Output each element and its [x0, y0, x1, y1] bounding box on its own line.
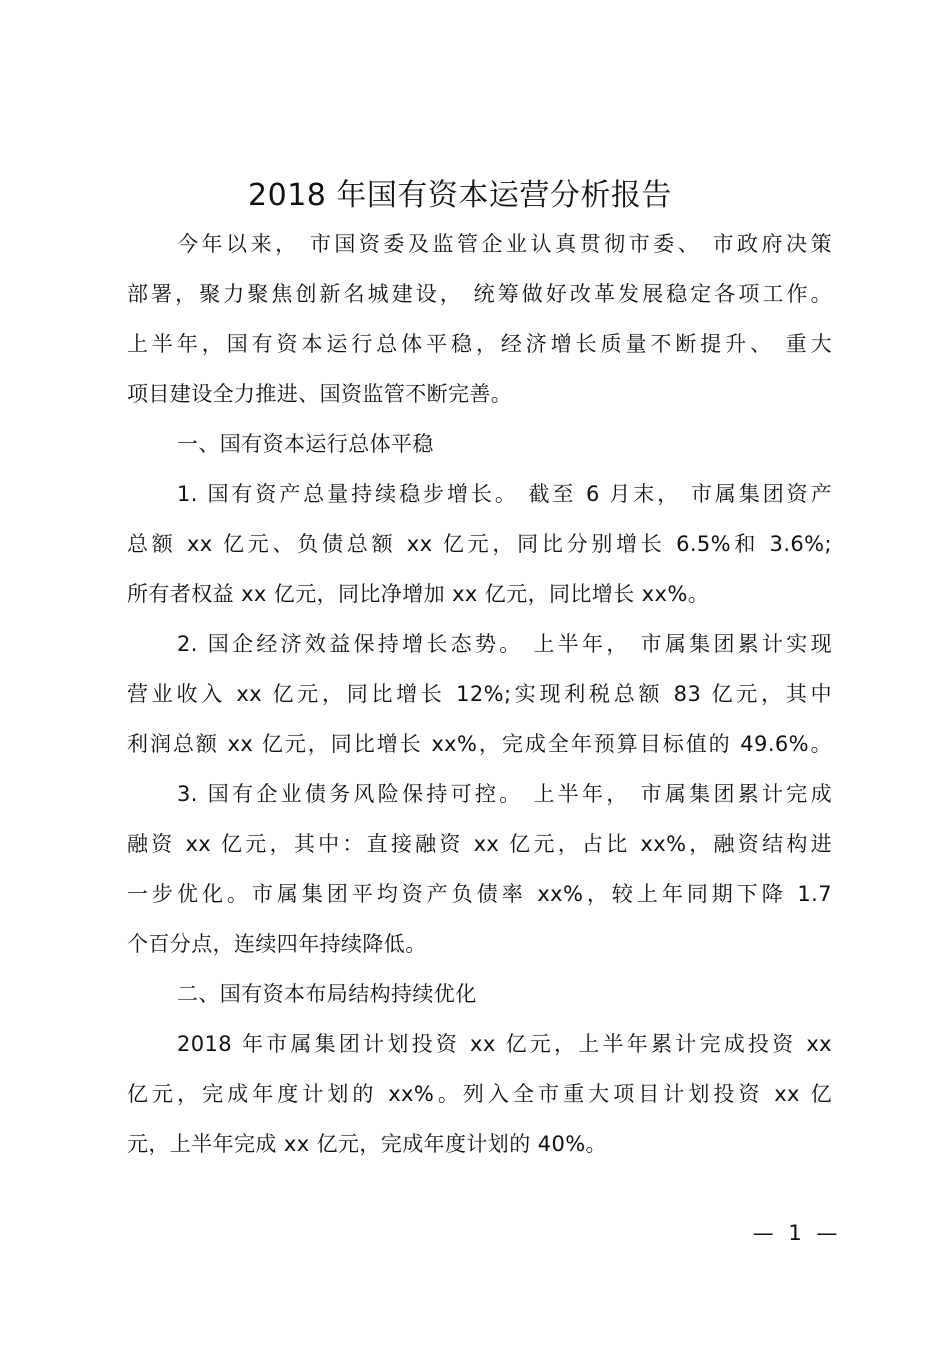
paragraph-line: 上半年，国有资本运行总体平稳，经济增长质量不断提升、 重大	[127, 332, 832, 356]
paragraph-line: 3. 国有企业债务风险保持可控。 上半年， 市属集团累计完成	[177, 782, 832, 806]
paragraph-line: 2. 国企经济效益保持增长态势。 上半年， 市属集团累计实现	[177, 632, 832, 656]
paragraph-line: 元，上半年完成 xx 亿元，完成年度计划的 40%。	[127, 1132, 607, 1156]
paragraph-line: 项目建设全力推进、国资监管不断完善。	[127, 382, 513, 406]
paragraph-line: 营业收入 xx 亿元，同比增长 12%;实现利税总额 83 亿元，其中	[127, 682, 832, 706]
document-title: 2018 年国有资本运营分析报告	[248, 178, 672, 213]
paragraph-line: 利润总额 xx 亿元，同比增长 xx%，完成全年预算目标值的 49.6%。	[127, 732, 832, 756]
section-heading: 二、国有资本布局结构持续优化	[177, 982, 477, 1006]
paragraph-line: 总额 xx 亿元、负债总额 xx 亿元，同比分别增长 6.5%和 3.6%;	[127, 532, 832, 556]
paragraph-line: 所有者权益 xx 亿元，同比净增加 xx 亿元，同比增长 xx%。	[127, 582, 710, 606]
paragraph-line: 2018 年市属集团计划投资 xx 亿元，上半年累计完成投资 xx	[177, 1032, 832, 1056]
document-body	[127, 219, 832, 1169]
paragraph-line: 部署，聚力聚焦创新名城建设， 统筹做好改革发展稳定各项工作。	[127, 282, 832, 306]
paragraph-line: 亿元，完成年度计划的 xx%。列入全市重大项目计划投资 xx 亿	[127, 1082, 832, 1106]
paragraph-line: 今年以来， 市国资委及监管企业认真贯彻市委、 市政府决策	[177, 232, 832, 256]
section-heading: 一、国有资本运行总体平稳	[177, 432, 434, 456]
paragraph-line: 个百分点，连续四年持续降低。	[127, 932, 427, 956]
page-number: — 1 —	[752, 1221, 842, 1245]
paragraph-line: 一步优化。市属集团平均资产负债率 xx%，较上年同期下降 1.7	[127, 882, 832, 906]
paragraph-line: 融资 xx 亿元，其中：直接融资 xx 亿元，占比 xx%，融资结构进	[127, 832, 832, 856]
paragraph-line: 1. 国有资产总量持续稳步增长。 截至 6 月末， 市属集团资产	[177, 482, 832, 506]
